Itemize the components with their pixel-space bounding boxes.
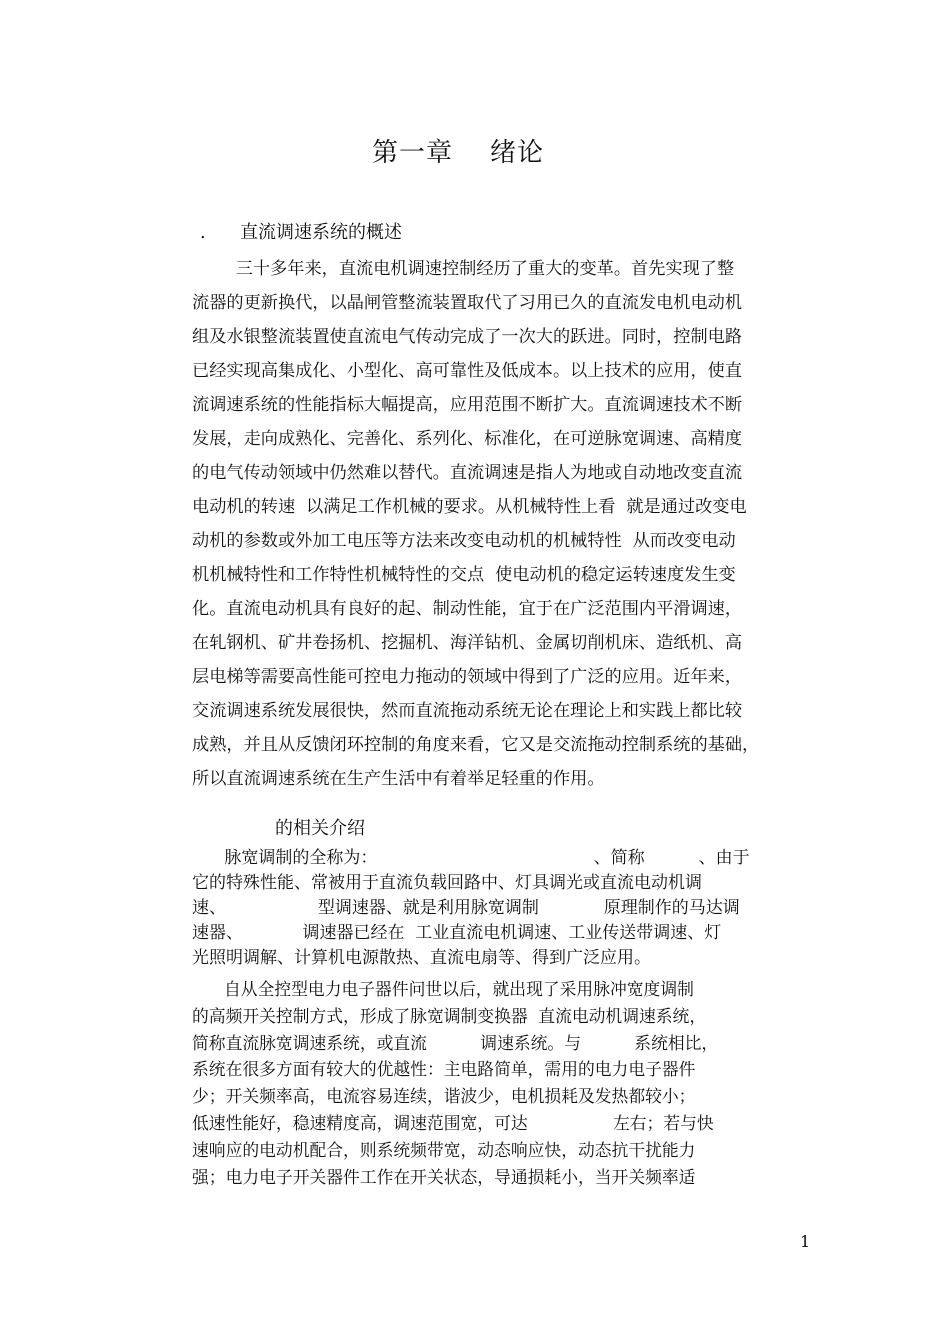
paragraph-line: 组及水银整流装置使直流电气传动完成了一次大的跃进。同时，控制电路 (192, 327, 743, 347)
section-heading-pwm-intro: 的相关介绍 (275, 818, 365, 839)
paragraph-line: 速器、 调速器已经在 工业直流电机调速、工业传送带调速、灯 (192, 923, 722, 943)
section2-paragraph-2 (192, 976, 812, 1190)
paragraph-line: 交流调速系统发展很快，然而直流拖动系统无论在理论上和实践上都比较 (192, 701, 743, 721)
section-heading-dc-speed-overview: . 直流调速系统的概述 (200, 222, 403, 243)
paragraph-line: 速响应的电动机配合，则系统频带宽，动态响应快，动态抗干扰能力 (192, 1139, 696, 1160)
paragraph-line: 它的特殊性能、常被用于直流负载回路中、灯具调光或直流电动机调 (192, 873, 702, 893)
paragraph-line: 机机械特性和工作特性机械特性的交点 使电动机的稳定运转速度发生变 (192, 565, 736, 585)
paragraph-line: 三十多年来，直流电机调速控制经历了重大的变革。首先实现了整 (192, 259, 735, 279)
section1-paragraph (192, 252, 812, 796)
paragraph-line: 层电梯等需要高性能可控电力拖动的领域中得到了广泛的应用。近年来， (192, 667, 743, 687)
chapter-title: 第一章 绪论 (371, 138, 545, 168)
paragraph-line: 所以直流调速系统在生产生活中有着举足轻重的作用。 (192, 769, 605, 789)
paragraph-line: 化。直流电动机具有良好的起、制动性能，宜于在广泛范围内平滑调速， (192, 599, 743, 619)
paragraph-line: 低速性能好，稳速精度高，调速范围宽，可达 左右；若与快 (192, 1112, 714, 1133)
paragraph-line: 动机的参数或外加工电压等方法来改变电动机的机械特性 从而改变电动 (192, 531, 736, 551)
paragraph-line: 光照明调解、计算机电源散热、直流电扇等、得到广泛应用。 (192, 948, 651, 968)
paragraph-line: 的高频开关控制方式，形成了脉宽调制变换器 直流电动机调速系统， (192, 1005, 707, 1026)
paragraph-line: 电动机的转速 以满足工作机械的要求。从机械特性上看 就是通过改变电 (192, 497, 747, 517)
paragraph-line: 的电气传动领域中仍然难以替代。直流调速是指人为地或自动地改变直流 (192, 463, 743, 483)
paragraph-line: 发展，走向成熟化、完善化、系列化、标准化，在可逆脉宽调速、高精度 (192, 429, 743, 449)
paragraph-line: 流器的更新换代，以晶闸管整流装置取代了习用已久的直流发电机电动机 (192, 293, 743, 313)
page-number: 1 (800, 1232, 811, 1251)
paragraph-line: 强；电力电子开关器件工作在开关状态，导通损耗小，当开关频率适 (192, 1166, 696, 1187)
paragraph-line: 已经实现高集成化、小型化、高可靠性及低成本。以上技术的应用，使直 (192, 361, 743, 381)
paragraph-line: 流调速系统的性能指标大幅提高，应用范围不断扩大。直流调速技术不断 (192, 395, 743, 415)
paragraph-line: 速、 型调速器、就是利用脉宽调制 原理制作的马达调 (192, 898, 740, 918)
paragraph-line: 简称直流脉宽调速系统，或直流 调速系统。与 系统相比， (192, 1032, 719, 1053)
paragraph-line: 脉宽调制的全称为： 、简称 、由于 (192, 848, 750, 868)
paragraph-line: 自从全控型电力电子器件问世以后，就出现了采用脉冲宽度调制 (192, 979, 694, 999)
paragraph-line: 少；开关频率高，电流容易连续，谐波少，电机损耗及发热都较小； (192, 1086, 696, 1107)
paragraph-line: 在轧钢机、矿井卷扬机、挖掘机、海洋钻机、金属切削机床、造纸机、高 (192, 633, 743, 653)
section2-paragraph-1 (192, 846, 812, 971)
paragraph-line: 系统在很多方面有较大的优越性：主电路简单，需用的电力电子器件 (192, 1059, 696, 1080)
paragraph-line: 成熟，并且从反馈闭环控制的角度来看，它又是交流拖动控制系统的基础， (192, 735, 760, 755)
